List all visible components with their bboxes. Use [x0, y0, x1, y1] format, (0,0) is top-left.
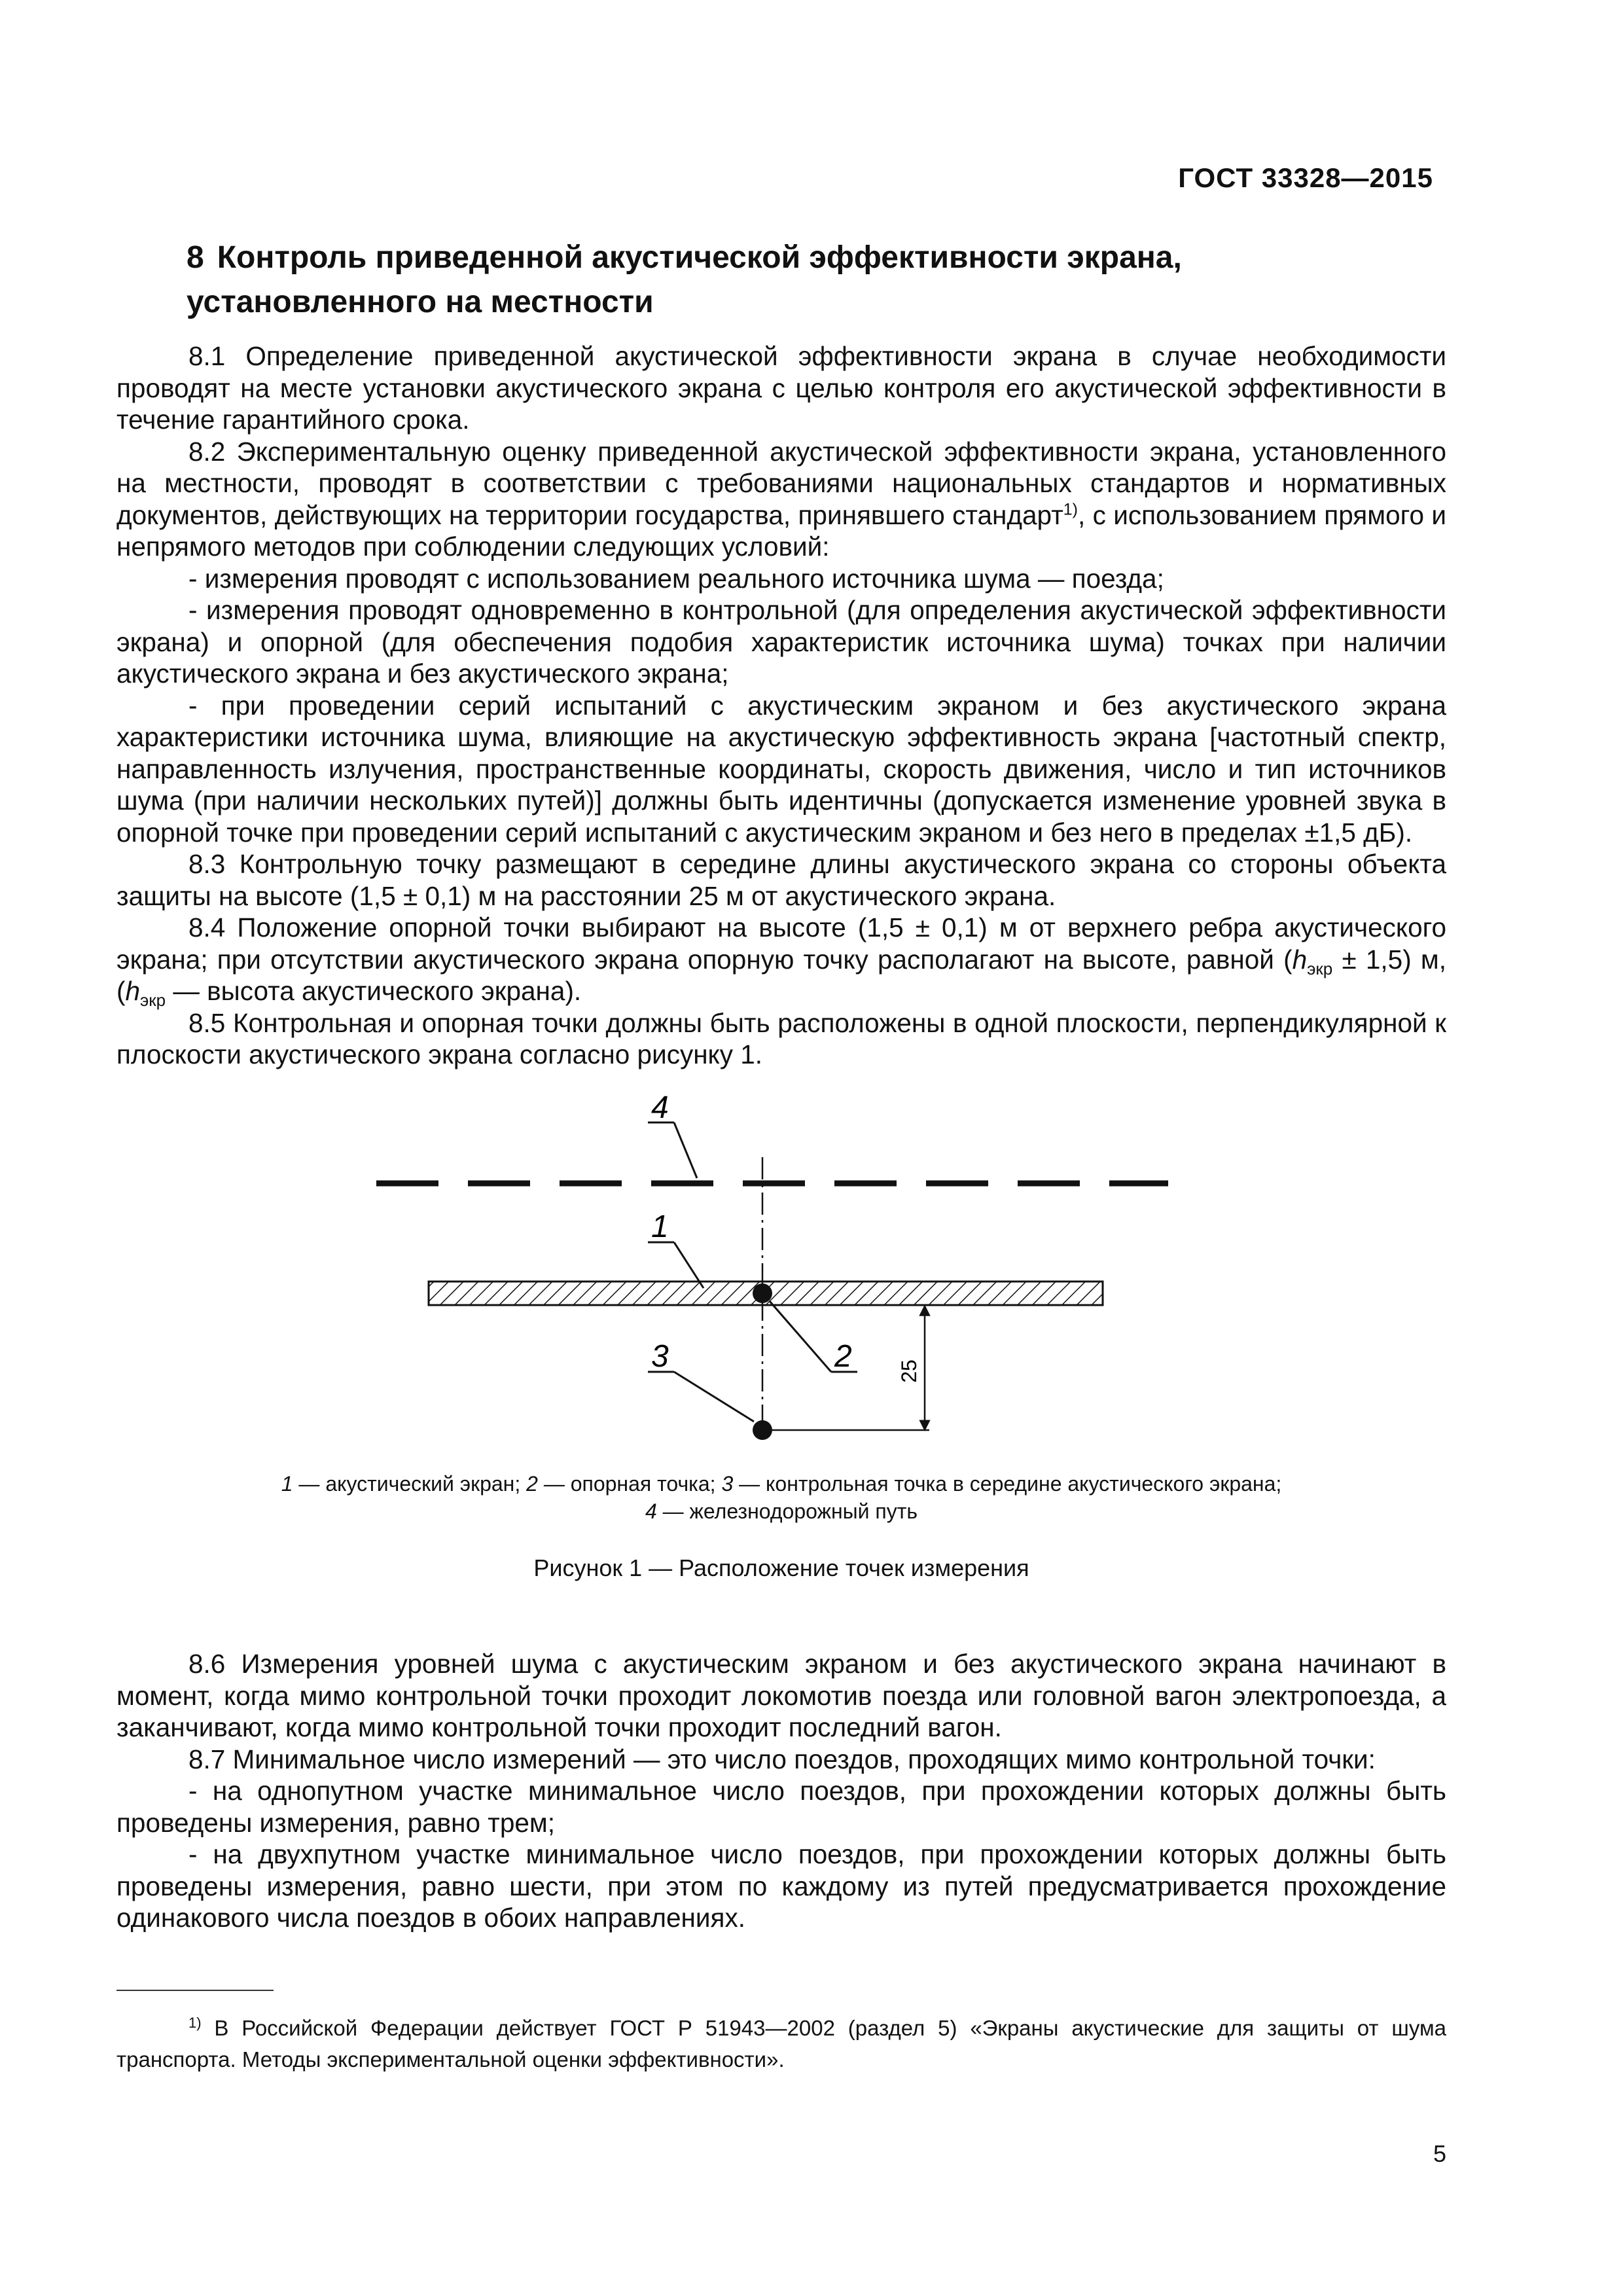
body-text-lower — [116, 1648, 1446, 1934]
document-code: ГОСТ 33328—2015 — [1178, 162, 1433, 193]
legend-number: 3 — [721, 1472, 734, 1496]
legend-text: — железнодорожный путь — [656, 1499, 918, 1523]
reference-point — [753, 1283, 772, 1303]
paragraph-8-4 — [116, 912, 1447, 1011]
list-item: - на однопутном участке минимальное число поездов, при прохождении которых должны быть проведены измерения, равно трем; — [116, 1776, 1446, 1838]
body-text-upper — [116, 340, 1446, 1071]
figure-caption: Рисунок 1 — Расположение точек измерения — [533, 1554, 1029, 1581]
section-title-text: Контроль приведенной акустической эффективности экрана, установленного на местности — [187, 240, 1182, 319]
label-track-number: 4 — [651, 1090, 669, 1125]
subscript-ekr: экр — [1307, 958, 1333, 978]
p84-text: ± 1,5) м, ( — [116, 944, 1447, 1006]
paragraph-8-1: 8.1 Определение приведенной акустической эффективности экрана в случае необходимости проводят на месте установки акустического экрана с целью контроля его акустической эффективности в течение гарантийного срока. — [116, 341, 1446, 435]
footnote — [116, 2013, 1446, 2075]
p82-text: 8.2 Экспериментальную оценку приведенной акустической эффективности экрана, установленного на местности, проводят в соответствии с требованиями национальных стандартов и нормативных документов, действующих на территории государства, принявшего стандарт — [116, 436, 1446, 530]
legend-number: 4 — [645, 1499, 657, 1523]
legend-line — [116, 1498, 1446, 1525]
list-item: - измерения проводят одновременно в контрольной (для определения акустической эффективности экрана) и опорной (для обеспечения подобия характеристик источника шума) точках при наличии акустического экрана и без акустического экрана; — [116, 595, 1446, 689]
p84-text: 8.4 Положение опорной точки выбирают на высоте (1,5 ± 0,1) м от верхнего ребра акустического экрана; при отсутствии акустического экрана опорную точку располагают на высоте, равной ( — [116, 912, 1446, 975]
leader-line — [674, 1122, 697, 1178]
footnote-text: В Российской Федерации действует ГОСТ Р 51943—2002 (раздел 5) «Экраны акустические для защиты от шума транспорта. Методы экспериментальной оценки эффективности». — [116, 2016, 1446, 2072]
label-control-point-number: 3 — [651, 1339, 669, 1374]
leader-line — [674, 1372, 754, 1422]
list-item: - при проведении серий испытаний с акустическим экраном и без акустического экрана характеристики источника шума, влияющие на акустическую эффективность экрана [частотный спектр, направленность излучения, пространственные координаты, скорость движения, число и тип источников шума (при наличии нескольких путей)] должны быть идентичны (допускается изменение уровней звука в опорной точке при проведении серий испытаний с акустическим экраном и без него в пределах ±1,5 дБ). — [116, 690, 1446, 848]
paragraph-8-6: 8.6 Измерения уровней шума с акустическим экраном и без акустического экрана начинают в момент, когда мимо контрольной точки проходит локомотив поезда или головной вагон электропоезда, а заканчивают, когда мимо контрольной точки проходит последний вагон. — [116, 1649, 1446, 1742]
p82-text-end: , с использованием прямого и непрямого методов при соблюдении следующих условий: — [116, 499, 1446, 562]
symbol-h: h — [1292, 944, 1308, 975]
control-point — [753, 1420, 772, 1440]
list-item: - на двухпутном участке минимальное число поездов, при прохождении которых должны быть проведены измерения, равно шести, при этом по каждому из путей предусматривается прохождение одинакового числа поездов в обоих направлениях. — [116, 1839, 1446, 1933]
footnote-mark: 1) — [188, 2015, 202, 2031]
section-number: 8 — [187, 240, 204, 275]
legend-text: — контрольная точка в середине акустического экрана; — [733, 1472, 1282, 1496]
figure-measurement-layout — [353, 1080, 1204, 1460]
subscript-ekr: экр — [140, 990, 166, 1011]
figure-legend — [116, 1470, 1446, 1525]
paragraph-8-7: 8.7 Минимальное число измерений — это число поездов, проходящих мимо контрольной точки: — [188, 1744, 1376, 1774]
symbol-h: h — [125, 976, 141, 1006]
p84-text: — высота акустического экрана). — [166, 976, 582, 1006]
legend-number: 1 — [281, 1472, 293, 1496]
legend-number: 2 — [526, 1472, 538, 1496]
paragraph-8-5: 8.5 Контрольная и опорная точки должны быть расположены в одной плоскости, перпендикулярной к плоскости акустического экрана согласно рисунку 1. — [116, 1007, 1446, 1069]
label-screen-number: 1 — [651, 1210, 669, 1244]
paragraph-8-3: 8.3 Контрольную точку размещают в середине длины акустического экрана со стороны объекта защиты на высоте (1,5 ± 0,1) м на расстоянии 25 м от акустического экрана. — [116, 849, 1446, 911]
legend-text: — опорная точка; — [537, 1472, 722, 1496]
section-heading — [187, 236, 1430, 325]
legend-text: — акустический экран; — [293, 1472, 527, 1496]
footnote-separator — [116, 1990, 274, 1991]
page-number: 5 — [1433, 2140, 1446, 2167]
paragraph-8-2 — [116, 436, 1446, 563]
dimension-label: 25 — [897, 1359, 921, 1383]
legend-line — [116, 1470, 1446, 1498]
leader-line — [770, 1301, 831, 1372]
footnote-ref: 1) — [1063, 500, 1078, 518]
list-item: - измерения проводят с использованием реального источника шума — поезда; — [188, 563, 1164, 594]
label-reference-point-number: 2 — [834, 1339, 852, 1374]
